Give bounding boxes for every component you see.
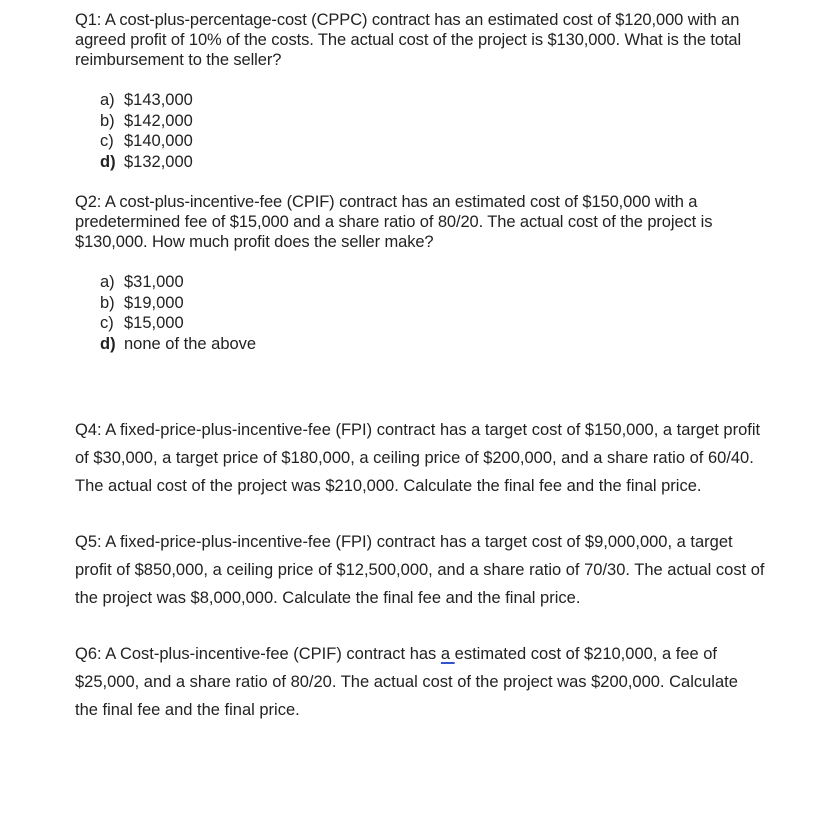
- option-text: $143,000: [124, 91, 193, 109]
- question-2-text: Q2: A cost-plus-incentive-fee (CPIF) contract has an estimated cost of $150,000 with a predetermined fee of $15,000 and a share ratio of 80/20. The actual cost of the project is $130,000. How much profit does the seller make?: [75, 193, 713, 251]
- option-letter: a): [100, 273, 115, 291]
- option-letter: b): [100, 111, 115, 130]
- question-1-text: Q1: A cost-plus-percentage-cost (CPPC) contract has an estimated cost of $120,000 with an agreed profit of 10% of the costs. The actual cost of the project is $130,000. What is the total reimbursement to the seller?: [75, 11, 742, 69]
- question-5-text: Q5: A fixed-price-plus-incentive-fee (FPI) contract has a target cost of $9,000,000, a target profit of $850,000, a ceiling price of $12,500,000, and a share ratio of 70/30. The actual cost of the project was $8,000,000. Calculate the final fee and the final price.: [75, 533, 765, 607]
- question-6-text: [75, 640, 765, 724]
- option-text: $132,000: [124, 152, 193, 171]
- question-1-options: [100, 90, 765, 172]
- question-1-option-b: [100, 111, 765, 132]
- option-letter: c): [100, 314, 114, 332]
- question-2-option-b: [100, 293, 765, 314]
- option-text: none of the above: [124, 334, 257, 353]
- option-text: $31,000: [124, 273, 184, 291]
- document-page: [75, 10, 765, 724]
- option-text: $140,000: [124, 132, 193, 150]
- question-6-text-end: estimated cost of $210,000, a fee of $25,000, and a share ratio of 80/20. The actual cost of the project was $200,000. Calculate the final fee and the final price.: [75, 645, 738, 719]
- option-letter: d): [100, 152, 116, 171]
- option-letter: c): [100, 132, 114, 150]
- question-4-text: Q4: A fixed-price-plus-incentive-fee (FPI) contract has a target cost of $150,000, a target profit of $30,000, a target price of $180,000, a ceiling price of $200,000, and a share ratio of 60/40. The actual cost of the project was $210,000. Calculate the final fee and the final price.: [75, 421, 761, 495]
- question-6-text-start: Q6: A Cost-plus-incentive-fee (CPIF) contract has: [75, 645, 441, 663]
- question-2-options: [100, 272, 765, 354]
- option-letter: a): [100, 91, 115, 109]
- question-2-option-a: [100, 272, 765, 293]
- option-text: $142,000: [124, 111, 193, 130]
- option-text: $19,000: [124, 293, 184, 312]
- question-1-option-a: [100, 90, 765, 111]
- option-letter: b): [100, 293, 115, 312]
- option-text: $15,000: [124, 314, 184, 332]
- option-letter: d): [100, 334, 116, 353]
- question-2-option-c: [100, 313, 765, 334]
- question-1-option-c: [100, 131, 765, 152]
- question-6-underlined-word: a: [440, 645, 455, 663]
- question-2-option-d: [100, 334, 765, 355]
- question-1-option-d: [100, 152, 765, 173]
